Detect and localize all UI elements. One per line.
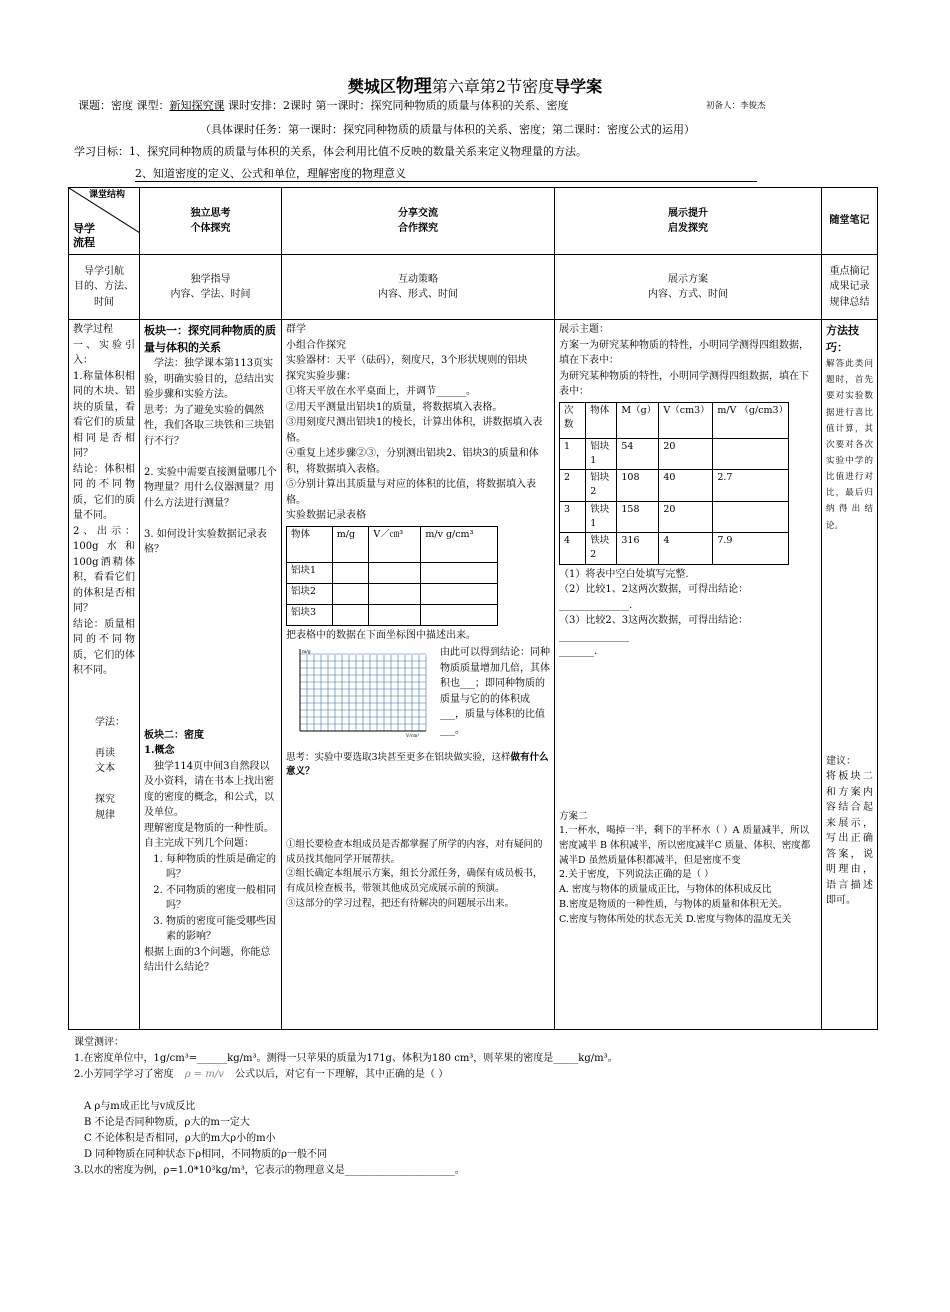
course-info: 课题：密度 课型：新知探究课 课时安排：2课时 第一课时：探究同种物质的质量与体积的关系、密度: [78, 99, 569, 112]
col3-intro: 群学 小组合作探究 实验器材：天平（砝码），刻度尺，3个形状规则的铝块 探究实验步骤： ①将天平放在水平桌面上，并调节______。 ②用天平测量出铝块1的质量，将数据填入表格。 ③用刻度尺测出铝块1的棱长，计算出体积，讲数据填入表格。 ④重复上述步骤②③，分别测出铝块2、铝块3的质量和体积，将数据填入表格。 ⑤分别计算出其质量与对应的体积的比值，将数据填入表格。 实验数据记录表格: [286, 324, 543, 521]
question-list: [144, 852, 277, 945]
data-cell: 2.7: [713, 470, 789, 502]
data-cell: 铝块1: [586, 438, 617, 470]
graph-x-label: V/cm³: [406, 734, 420, 737]
col3-cell: [282, 320, 555, 1030]
eval-q2: 2.小芳同学学习了密度 ρ = m/v 公式以后，对它有一下理解，其中正确的是（ ）: [74, 1069, 449, 1080]
density-formula: ρ = m/v: [184, 1069, 224, 1080]
diag-top-label: 课堂结构: [89, 190, 126, 200]
sub-col3: 互动策略 内容、形式、时间: [282, 255, 555, 320]
grid-svg: [286, 645, 434, 737]
data-table: [559, 402, 789, 565]
sub-col5: 重点摘记 成果记录 规律总结: [822, 255, 878, 320]
data-cell: 4: [560, 533, 586, 565]
suggest-text: 建议： 将板块二和方案内容结合起来展示，写出正确答案，说明理由，语言描述即可。: [826, 755, 873, 907]
coordinate-graph: [286, 645, 434, 743]
data-cell: 1: [560, 438, 586, 470]
block2-sub: 1.概念: [144, 745, 175, 757]
option-d: D 同种物质在同种状态下ρ相同，不同物质的ρ一般不同: [84, 1149, 327, 1160]
record-row-label: 铝块3: [287, 604, 333, 625]
data-cell: [713, 438, 789, 470]
question-item: 1. 每种物质的性质是确定的吗？: [166, 852, 277, 883]
block1-text: 学法：独学课本第113页实验，明确实验目的，总结出实验步骤和实验方法。 思考：为了避免实验的偶然性，我们各取三块铁和三块铝行不行？ 2. 实验中需要直接测量哪几个物理量？用什么仪器测量？用什么方法进行测量？ 3. 如何设计实验数据记录表格？: [144, 358, 277, 556]
col1-cell: [69, 320, 140, 1030]
block2-title: 板块二：密度: [144, 729, 204, 741]
data-cell: 7.9: [713, 533, 789, 565]
data-cell: 铝块2: [586, 470, 617, 502]
header-col3: 分享交流 合作探究: [282, 188, 555, 255]
sub-col4: 展示方案 内容、方式、时间: [555, 255, 822, 320]
strategy-text: ①组长要检查本组成员是否都掌握了所学的内容，对有疑问的成员找其他同学开展帮扶。 ②组长确定本组展示方案，组长分派任务，确保有成员板书，有成员检查板书，带领其他成员完成展示前的预演。 ③这部分的学习过程，把还有待解决的问题展示出来。: [286, 838, 543, 909]
question-item: 3. 物质的密度可能受哪些因素的影响？: [166, 914, 277, 945]
data-cell: 铁块2: [586, 533, 617, 565]
data-cell: [713, 501, 789, 533]
data-cell: 铁块1: [586, 501, 617, 533]
header-col2: 独立思考 个体探究: [140, 188, 282, 255]
data-cell: 3: [560, 501, 586, 533]
graph-y-label: m/g: [302, 650, 311, 655]
think-question: 思考：实验中要选取3块甚至更多在铝块做实验，这样做有什么意义？: [286, 751, 549, 778]
eval-title: 课堂测评：: [74, 1037, 124, 1048]
col5-cell: [822, 320, 878, 1030]
option-a: A ρ与m成正比与v成反比: [84, 1101, 196, 1112]
record-table: [286, 526, 498, 626]
author: 初备人：李俊杰: [706, 101, 766, 111]
sub-col1: 导学引航 目的、方法、时间: [69, 255, 140, 320]
data-cell: 20: [659, 438, 713, 470]
data-cell: 316: [617, 533, 659, 565]
col1-text-a: 教学过程 一、实验引入： 1.称量体积相同的木块、铝块的质量，看看它们的质量相同是否相同？ 结论：体积相同的不同物质，它们的质量不同。 2、出示：100g水和100g酒精体积，看看它们的体积是否相同？ 结论：质量相同的不同物质，它们的体积不同。: [73, 324, 135, 676]
diag-bottom-label: 导学流程: [73, 222, 95, 250]
sub-col2: 独学指导 内容、学法、时间: [140, 255, 282, 320]
plan2-text: 方案二 1.一杯水，喝掉一半，剩下的半杯水（ ）A 质量减半，所以密度减半 B 体积减半，所以密度减半C 质量、体积、密度都减半D 虽然质量体积都减半，但是密度不变 2.关于密度，下列说法正确的是（ ） A. 密度与物体的质量成正比，与物体的体积成反比 B.密度是物质的一种性质，与物体的质量和体积无关。 C.密度与物体所处的状态无关 D.密度与物体的温度无关: [559, 810, 811, 925]
header-col5: 随堂笔记: [822, 188, 878, 255]
data-cell: 20: [659, 501, 713, 533]
data-cell: 158: [617, 501, 659, 533]
data-cell: 4: [659, 533, 713, 565]
record-head: m/g: [332, 526, 369, 562]
data-head: V（cm3）: [659, 402, 713, 438]
graph-conclusion: 由此可以得到结论：同种物质质量增加几倍，其体积也___；即同种物质的质量与它的的体积成___，质量与体积的比值___。: [440, 647, 550, 736]
lesson-table: [68, 187, 878, 1030]
data-head: 物体: [586, 402, 617, 438]
task-line: （具体课时任务：第一课时：探究同种物质的质量与体积的关系、密度；第二课时：密度公式的运用）: [200, 123, 695, 136]
header-col4: 展示提升 启发探究: [555, 188, 822, 255]
data-cell: 40: [659, 470, 713, 502]
goal-1: 学习目标：1、探究同种物质的质量与体积的关系，体会利用比值不反映的数量关系来定义物理量的方法。: [74, 145, 587, 158]
record-head: m/v g/cm³: [421, 526, 498, 562]
eval-q1: 1.在密度单位中，1g/cm³=______kg/m³。测得一只苹果的质量为171g、体积为180 cm³，则苹果的密度是_____kg/m³。: [74, 1053, 618, 1064]
data-cell: 54: [617, 438, 659, 470]
goal-2: 2、知道密度的定义、公式和单位，理解密度的物理意义: [135, 165, 757, 182]
record-row-label: 铝块2: [287, 583, 333, 604]
block2-end: 根据上面的3个问题，你能总结出什么结论？: [144, 946, 271, 974]
data-cell: 108: [617, 470, 659, 502]
col4-intro: 展示主题： 方案一为研究某种物质的特性，小明同学测得四组数据，填在下表中： 为研究某种物质的特性，小明同学测得四组数据，填在下表中：: [559, 324, 809, 397]
data-cell: 2: [560, 470, 586, 502]
option-b: B 不论是否同种物质，ρ大的m一定大: [84, 1117, 250, 1128]
block1-title: 板块一：探究同种物质的质量与体积的关系: [144, 324, 276, 355]
col4-cell: [555, 320, 822, 1030]
question-item: 2. 不同物质的密度一般相同吗？: [166, 883, 277, 914]
record-head: V／㎝³: [369, 526, 421, 562]
method-title: 方法技巧：: [826, 324, 859, 355]
graph-note: 把表格中的数据在下面坐标图中描述出来。: [286, 629, 476, 641]
data-head: 次数: [560, 402, 586, 438]
option-c: C 不论体积是否相同，ρ大的m大ρ小的m小: [84, 1133, 276, 1144]
record-head: 物体: [287, 526, 333, 562]
block2-text: 独学114页中间3自然段以及小资料，请在书本上找出密度的密度的概念，和公式，以及单位。 理解密度是物质的一种性质。自主完成下列几个问题：: [144, 760, 274, 850]
eval-q3: 3.以水的密度为例，ρ=1.0*10³kg/m³，它表示的物理意义是______________________。: [74, 1165, 465, 1176]
data-head: M（g）: [617, 402, 659, 438]
method-text: 解答此类问题时，首先要对实验数据进行喜比值计算，其次要对各次实验中学的比值进行对比，最后归纳得出结论。: [826, 359, 873, 531]
page-title: 樊城区物理第六章第2节密度导学案: [347, 76, 603, 97]
col2-cell: [140, 320, 282, 1030]
record-row-label: 铝块1: [287, 562, 333, 583]
diagonal-header: [69, 188, 140, 255]
classroom-eval: [74, 1035, 618, 1179]
col4-after: （1）将表中空白处填写完整. （2）比较1、2这两次数据，可得出结论： ______________. （3）比较2、3这两次数据，可得出结论： ______________ _______.: [559, 568, 749, 657]
data-head: m/V （g/cm3）: [713, 402, 789, 438]
col1-text-b: 学法： 再读 文本 探究 规律: [95, 716, 125, 821]
